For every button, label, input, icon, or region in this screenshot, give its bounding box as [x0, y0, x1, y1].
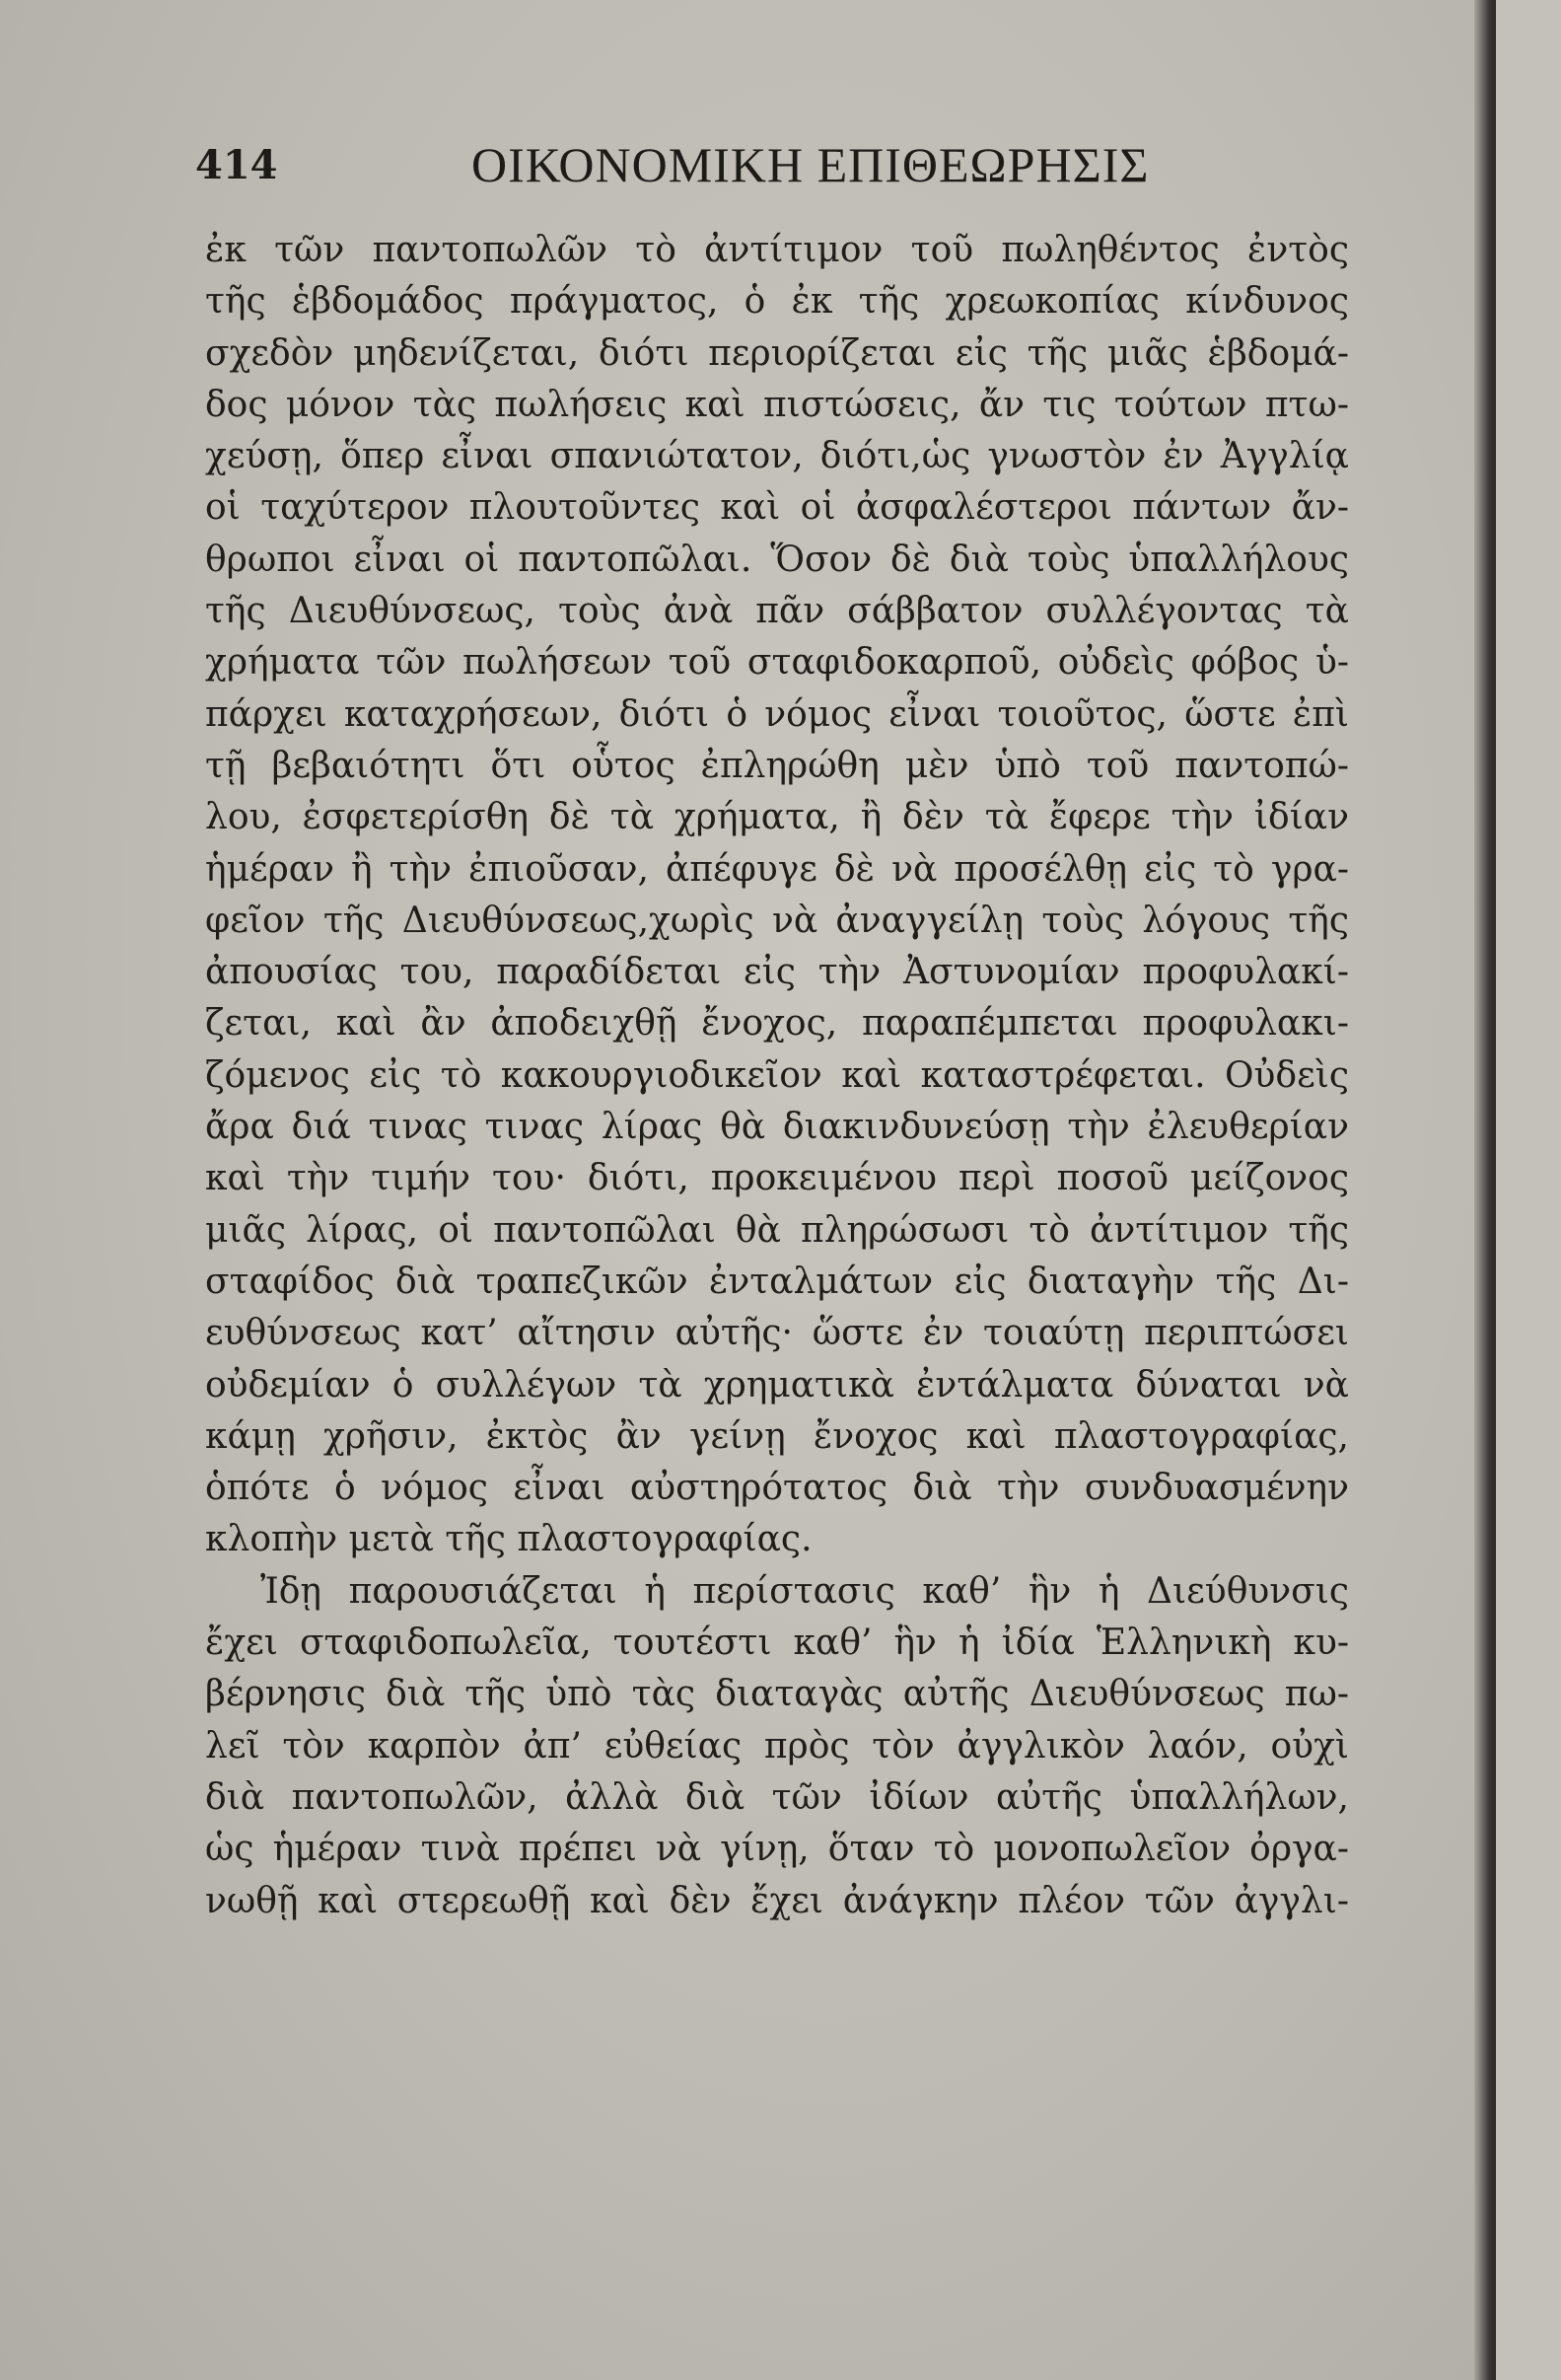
text-line: πάρχει καταχρήσεων, διότι ὁ νόμος εἶναι τοιοῦτος, ὥστε ἐπὶ [205, 693, 1349, 735]
text-line: σχεδὸν μηδενίζεται, διότι περιορίζεται εἰς τῆς μιᾶς ἑβδομά- [205, 332, 1349, 374]
text-line: ἡμέραν ἢ τὴν ἐπιοῦσαν, ἀπέφυγε δὲ νὰ προσέλθῃ εἰς τὸ γρα- [205, 848, 1349, 890]
text-line: ὡς ἡμέραν τινὰ πρέπει νὰ γίνῃ, ὅταν τὸ μονοπωλεῖον ὀργα- [205, 1829, 1349, 1870]
text-line: ἄρα διά τινας τινας λίρας θὰ διακινδυνεύσῃ τὴν ἐλευθερίαν [205, 1107, 1349, 1148]
page-header [195, 126, 1329, 205]
text-line: διὰ παντοπωλῶν, ἀλλὰ διὰ τῶν ἰδίων αὐτῆς ὑπαλλήλων, [205, 1776, 1349, 1818]
text-line: ἀπουσίας του, παραδίδεται εἰς τὴν Ἀστυνομίαν προφυλακί- [205, 952, 1349, 993]
text-line: ζεται, καὶ ἂν ἀποδειχθῇ ἔνοχος, παραπέμπεται προφυλακι- [205, 1003, 1349, 1045]
text-line: σταφίδος διὰ τραπεζικῶν ἐνταλμάτων εἰς διαταγὴν τῆς Δι- [205, 1261, 1349, 1302]
text-line: κλοπὴν μετὰ τῆς πλαστογραφίας. [205, 1519, 813, 1560]
text-line: χρήματα τῶν πωλήσεων τοῦ σταφιδοκαρποῦ, οὐδεὶς φόβος ὑ- [205, 642, 1349, 684]
text-line: τῇ βεβαιότητι ὅτι οὗτος ἐπληρώθη μὲν ὑπὸ τοῦ παντοπώ- [205, 745, 1349, 786]
text-line: κάμῃ χρῆσιν, ἐκτὸς ἂν γείνῃ ἔνοχος καὶ πλαστογραφίας, [205, 1415, 1349, 1457]
text-line: τῆς Διευθύνσεως, τοὺς ἀνὰ πᾶν σάββατον συλλέγοντας τὰ [205, 591, 1349, 632]
text-line: καὶ τὴν τιμήν του· διότι, προκειμένου περὶ ποσοῦ μείζονος [205, 1158, 1349, 1199]
text-line: μιᾶς λίρας, οἱ παντοπῶλαι θὰ πληρώσωσι τὸ ἀντίτιμον τῆς [205, 1209, 1349, 1251]
text-line: χεύσῃ, ὅπερ εἶναι σπανιώτατον, διότι,ὡς γνωστὸν ἐν Ἀγγλίᾳ [205, 436, 1349, 477]
text-line: φεῖον τῆς Διευθύνσεως,χωρὶς νὰ ἀναγγείλῃ τοὺς λόγους τῆς [205, 900, 1349, 941]
text-line: οὐδεμίαν ὁ συλλέγων τὰ χρηματικὰ ἐντάλματα δύναται νὰ [205, 1364, 1349, 1406]
text-line: ἔχει σταφιδοπωλεῖα, τουτέστι καθ’ ἣν ἡ ἰδία Ἑλληνικὴ κυ- [205, 1623, 1349, 1664]
page-number: 414 [195, 142, 278, 188]
text-line: ὁπότε ὁ νόμος εἶναι αὐστηρότατος διὰ τὴν συνδυασμένην [205, 1468, 1349, 1509]
text-line: νωθῇ καὶ στερεωθῇ καὶ δὲν ἔχει ἀνάγκην πλέον τῶν ἀγγλι- [205, 1880, 1349, 1921]
text-line: βέρνησις διὰ τῆς ὑπὸ τὰς διαταγὰς αὐτῆς Διευθύνσεως πω- [205, 1674, 1349, 1715]
text-line: λεῖ τὸν καρπὸν ἀπ’ εὐθείας πρὸς τὸν ἀγγλικὸν λαόν, οὐχὶ [205, 1725, 1349, 1767]
text-line: λου, ἐσφετερίσθη δὲ τὰ χρήματα, ἢ δὲν τὰ ἔφερε τὴν ἰδίαν [205, 797, 1349, 838]
text-line: ἐκ τῶν παντοπωλῶν τὸ ἀντίτιμον τοῦ πωληθέντος ἐντὸς [205, 230, 1349, 270]
running-title: ΟΙΚΟΝΟΜΙΚΗ ΕΠΙΘΕΩΡΗΣΙΣ [471, 137, 1150, 192]
text-line: ευθύνσεως κατ’ αἴτησιν αὐτῆς· ὥστε ἐν τοιαύτῃ περιπτώσει [205, 1313, 1349, 1354]
adjacent-page-margin [1496, 0, 1561, 2380]
text-line: ζόμενος εἰς τὸ κακουργιοδικεῖον καὶ καταστρέφεται. Οὐδεὶς [205, 1054, 1349, 1096]
body-text [205, 225, 1349, 1927]
page-edge-shadow [1474, 0, 1496, 2380]
text-line: οἱ ταχύτερον πλουτοῦντες καὶ οἱ ἀσφαλέστεροι πάντων ἄν- [205, 487, 1349, 529]
text-line: τῆς ἑβδομάδος πράγματος, ὁ ἐκ τῆς χρεωκοπίας κίνδυνος [205, 281, 1349, 323]
text-line: θρωποι εἶναι οἱ παντοπῶλαι. Ὅσον δὲ διὰ τοὺς ὑπαλλήλους [205, 539, 1349, 580]
paragraph-first-line: Ἰδῃ παρουσιάζεται ἡ περίστασις καθ’ ἣν ἡ Διεύθυνσις [260, 1570, 1349, 1612]
text-line: δος μόνον τὰς πωλήσεις καὶ πιστώσεις, ἄν τις τούτων πτω- [205, 384, 1349, 425]
